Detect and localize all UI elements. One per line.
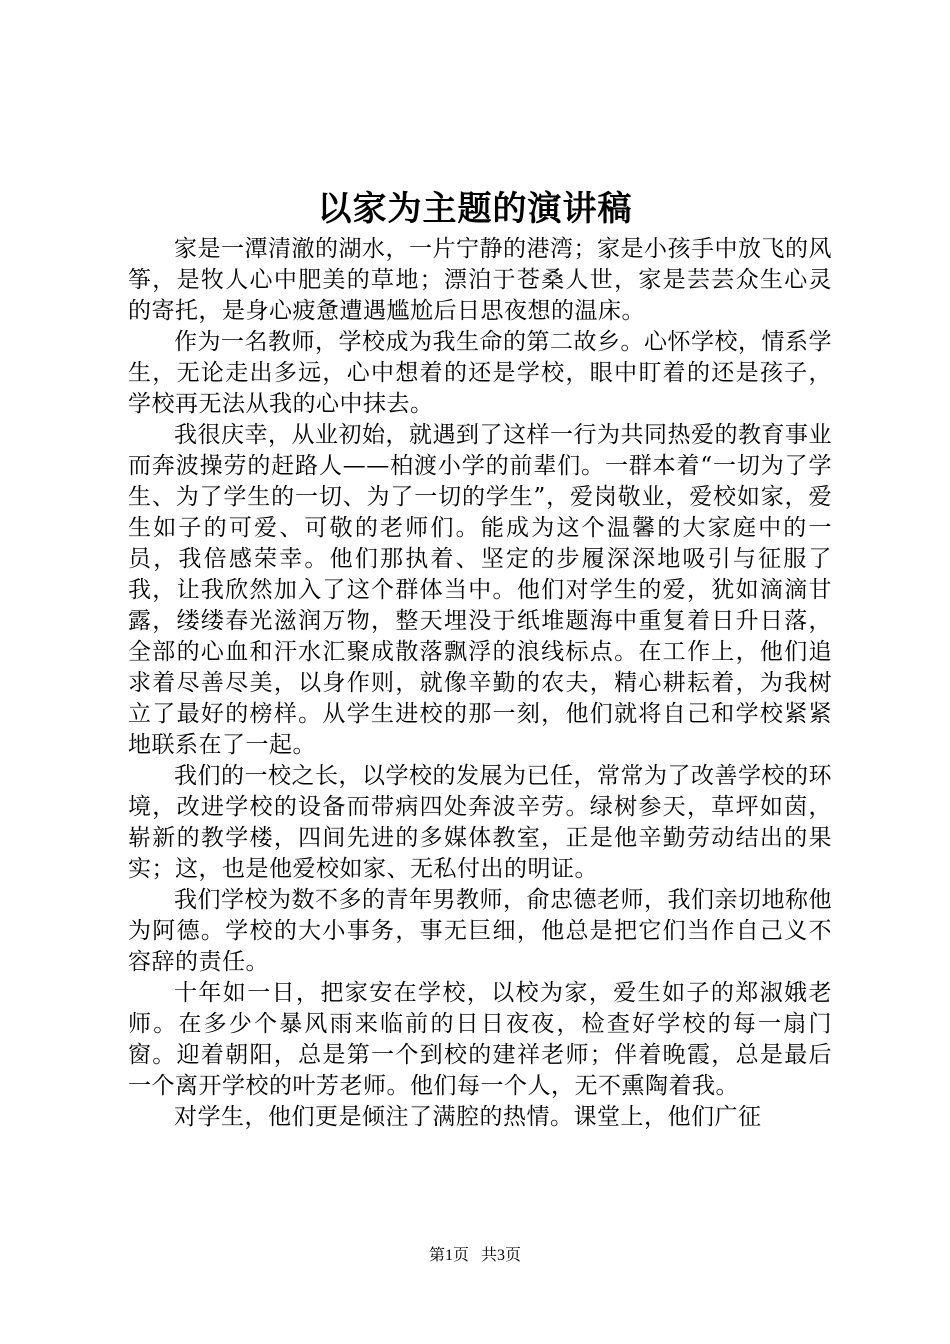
paragraph: 我们的一校之长，以学校的发展为已任，常常为了改善学校的环境，改进学校的设备而带病四处奔波辛劳。绿树参天，草坪如茵，崭新的教学楼，四间先进的多媒体教室，正是他辛勤劳动结出的果实；这，也是他爱校如家、无私付出的明证。 — [128, 763, 832, 882]
page-footer — [0, 1245, 950, 1267]
paragraph: 十年如一日，把家安在学校，以校为家，爱生如子的郑淑娥老师。在多少个暴风雨来临前的日日夜夜，检查好学校的每一扇门窗。迎着朝阳，总是第一个到校的建祥老师；伴着晚霞，总是最后一个离开学校的叶芳老师。他们每一个人，无不熏陶着我。 — [128, 980, 832, 1099]
paragraph: 作为一名教师，学校成为我生命的第二故乡。心怀学校，情系学生，无论走出多远，心中想着的还是学校，眼中盯着的还是孩子，学校再无法从我的心中抹去。 — [128, 329, 832, 417]
paragraph: 我们学校为数不多的青年男教师，俞忠德老师，我们亲切地称他为阿德。学校的大小事务，事无巨细，他总是把它们当作自己义不容辞的责任。 — [128, 887, 832, 975]
page-total: 共3页 — [481, 1247, 522, 1264]
paragraph: 我很庆幸，从业初始，就遇到了这样一行为共同热爱的教育事业而奔波操劳的赶路人——柏渡小学的前辈们。一群本着“一切为了学生、为了学生的一切、为了一切的学生”，爱岗敬业，爱校如家，爱生如子的可爱、可敬的老师们。能成为这个温馨的大家庭中的一员，我倍感荣幸。他们那执着、坚定的步履深深地吸引与征服了我，让我欣然加入了这个群体当中。他们对学生的爱，犹如滴滴甘露，缕缕春光滋润万物，整天埋没于纸堆题海中重复着日升日落，全部的心血和汗水汇聚成散落飘浮的浪线标点。在工作上，他们追求着尽善尽美，以身作则，就像辛勤的农夫，精心耕耘着，为我树立了最好的榜样。从学生进校的那一刻，他们就将自己和学校紧紧地联系在了一起。 — [128, 422, 832, 758]
paragraph: 对学生，他们更是倾注了满腔的热情。课堂上，他们广征 — [174, 1104, 762, 1130]
document-title: 以家为主题的演讲稿 — [317, 189, 633, 229]
page-number: 第1页 — [428, 1247, 469, 1264]
document-body — [128, 234, 832, 1133]
paragraph: 家是一潭清澈的湖水，一片宁静的港湾；家是小孩手中放飞的风筝，是牧人心中肥美的草地；漂泊于苍桑人世，家是芸芸众生心灵的寄托，是身心疲惫遭遇尴尬后日思夜想的温床。 — [128, 236, 832, 324]
